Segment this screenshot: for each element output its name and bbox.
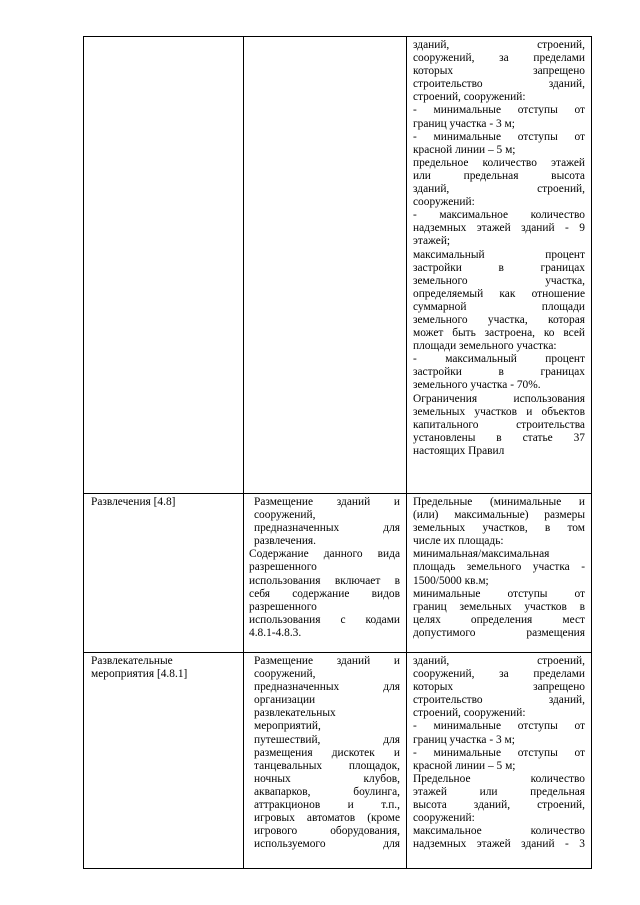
text-line: аквапарков, боулинга, <box>254 785 400 798</box>
text-line: Содержание данного вида <box>249 548 400 561</box>
text-line: сооружений, <box>254 668 316 681</box>
text-line: красной линии – 5 м; <box>413 759 516 772</box>
text-line: игровых автоматов (кроме <box>254 812 400 825</box>
text-line: аттракционов и т.п., <box>254 799 400 812</box>
text-line: Предельные (минимальные и <box>413 496 585 508</box>
text-line: установлены в статье 37 <box>413 431 585 444</box>
text-line: - максимальный процент <box>413 353 585 366</box>
text-line: красной линии – 5 м; <box>413 143 516 156</box>
text-line: Ограничения использования <box>413 392 585 405</box>
text-line: организации <box>254 694 316 707</box>
table-row <box>84 37 592 494</box>
text-line: надземных этажей зданий - 9 <box>413 222 585 235</box>
text-line: капитального строительства <box>413 418 585 431</box>
text-line: сооружений, за пределами <box>413 668 585 681</box>
text-line: границ участка - 3 м; <box>413 733 515 746</box>
text-line: площади земельного участка: <box>413 340 557 353</box>
text-line: целях определения мест <box>413 613 585 626</box>
use-name-text <box>84 37 243 39</box>
parameters-text <box>407 653 591 851</box>
text-line: границ участка - 3 м; <box>413 117 515 130</box>
use-description-cell <box>244 494 407 653</box>
text-line: 4.8.1-4.8.3. <box>249 626 302 639</box>
text-line: границ земельных участков в <box>413 600 585 613</box>
text-line: предназначенных для <box>254 681 400 694</box>
text-line: которых запрещено <box>413 65 585 78</box>
use-description-cell <box>244 37 407 494</box>
text-line: строений, сооружений: <box>413 707 526 720</box>
text-line: сооружений: <box>413 196 475 209</box>
text-line: этажей или предельная <box>413 785 585 798</box>
text-line: - минимальные отступы от <box>413 104 585 117</box>
text-line: путешествий, для <box>254 733 400 746</box>
text-line: используемого для <box>254 838 400 851</box>
use-description-text <box>244 37 406 39</box>
text-line: развлекательных <box>254 707 336 720</box>
parameters-cell <box>407 653 592 869</box>
text-line: этажей; <box>413 235 451 248</box>
parameters-text <box>407 37 591 458</box>
text-line: строительство зданий, <box>413 78 585 91</box>
use-name-cell <box>84 653 244 869</box>
text-line: разрешенного <box>249 561 317 574</box>
text-line: игрового оборудования, <box>254 825 400 838</box>
text-line: определяемый как отношение <box>413 287 585 300</box>
text-line: Размещение зданий и <box>254 496 400 508</box>
text-line: земельных участков и объектов <box>413 405 585 418</box>
text-line: максимальное количество <box>413 825 585 838</box>
text-line: строительство зданий, <box>413 694 585 707</box>
text-line: предназначенных для <box>254 522 400 535</box>
text-line: предельное количество этажей <box>413 156 585 169</box>
text-line: допустимого размещения <box>413 626 585 639</box>
text-line: ночных клубов, <box>254 772 400 785</box>
parameters-cell <box>407 494 592 653</box>
text-line: которых запрещено <box>413 681 585 694</box>
use-name-cell <box>84 494 244 653</box>
text-line: высота зданий, строений, <box>413 799 585 812</box>
text-line: 1500/5000 кв.м; <box>413 574 489 587</box>
text-line: минимальная/максимальная <box>413 548 550 561</box>
text-line: минимальные отступы от <box>413 587 585 600</box>
text-line: себя содержание видов <box>249 587 400 600</box>
text-line: - минимальные отступы от <box>413 746 585 759</box>
text-line: земельного участка, <box>413 274 585 287</box>
use-description-text <box>244 494 406 640</box>
text-line: зданий, строений, <box>413 183 585 196</box>
text-line: суммарной площади <box>413 300 585 313</box>
text-line: земельного участка - 70%. <box>413 379 541 392</box>
text-line: Предельное количество <box>413 772 585 785</box>
text-line: надземных этажей зданий - 3 <box>413 838 585 851</box>
use-name-text: Развлечения [4.8] <box>91 496 176 508</box>
text-line: - минимальные отступы от <box>413 720 585 733</box>
text-line: или предельная высота <box>413 169 585 182</box>
text-line: максимальный процент <box>413 248 585 261</box>
text-line: развлечения. <box>254 535 316 548</box>
use-name-text: Развлекательные мероприятия [4.8.1] <box>91 655 188 681</box>
use-name-cell <box>84 37 244 494</box>
text-line: размещения дискотек и <box>254 746 400 759</box>
parameters-cell <box>407 37 592 494</box>
text-line: разрешенного <box>249 600 317 613</box>
text-line: сооружений, за пределами <box>413 52 585 65</box>
text-line: земельного участка, которая <box>413 313 585 326</box>
text-line: застройки в границах <box>413 366 585 379</box>
text-line: настоящих Правил <box>413 444 505 457</box>
text-line: - минимальные отступы от <box>413 130 585 143</box>
text-line: мероприятий, <box>254 720 321 733</box>
regulations-table <box>83 36 592 869</box>
text-line: использования включает в <box>249 574 400 587</box>
text-line: танцевальных площадок, <box>254 759 400 772</box>
text-line: площадь земельного участка - <box>413 561 585 574</box>
text-line: Размещение зданий и <box>254 655 400 667</box>
text-line: сооружений: <box>413 812 475 825</box>
table-row <box>84 494 592 653</box>
text-line: земельных участков, в том <box>413 522 585 535</box>
text-line: сооружений, <box>254 509 316 522</box>
use-description-cell <box>244 653 407 869</box>
text-line: может быть застроена, ко всей <box>413 327 585 340</box>
text-line: зданий, строений, <box>413 655 585 667</box>
text-line: зданий, строений, <box>413 39 585 51</box>
text-line: числе их площадь: <box>413 535 504 548</box>
text-line: - максимальное количество <box>413 209 585 222</box>
text-line: строений, сооружений: <box>413 91 526 104</box>
parameters-text <box>407 494 591 640</box>
use-description-text <box>244 653 406 851</box>
text-line: использования с кодами <box>249 613 400 626</box>
table-row <box>84 653 592 869</box>
text-line: застройки в границах <box>413 261 585 274</box>
text-line: (или) максимальные) размеры <box>413 509 585 522</box>
